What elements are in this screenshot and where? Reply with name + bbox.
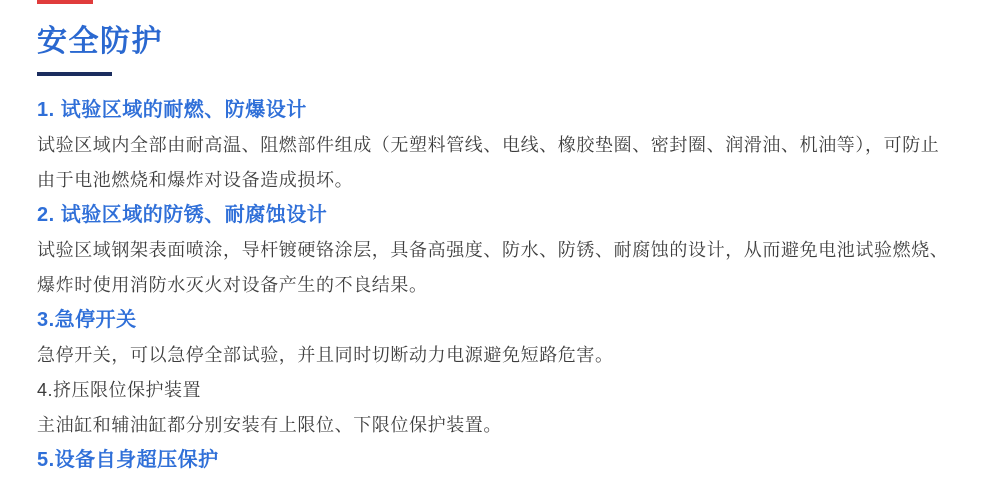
section-emergency-stop <box>37 303 960 373</box>
section-3-line-1: 急停开关，可以急停全部试验，并且同时切断动力电源避免短路危害。 <box>37 345 614 365</box>
title-underline <box>37 72 112 76</box>
section-2-heading: 2. 试验区域的防锈、耐腐蚀设计 <box>37 204 328 226</box>
section-anti-corrosion <box>37 198 960 303</box>
section-2-line-1: 试验区域钢架表面喷涂，导杆镀硬铬涂层，具备高强度、防水、防锈、耐腐蚀的设计，从而避免电池试验燃烧、 <box>37 240 949 260</box>
section-3-heading: 3.急停开关 <box>37 309 137 331</box>
sections-list <box>37 93 960 478</box>
section-1-heading: 1. 试验区域的耐燃、防爆设计 <box>37 99 307 121</box>
section-1-line-1: 试验区域内全部由耐高温、阻燃部件组成（无塑料管线、电线、橡胶垫圈、密封圈、润滑油、机油等），可防止 <box>37 135 940 155</box>
section-2-line-2: 爆炸时使用消防水灭火对设备产生的不良结果。 <box>37 275 428 295</box>
page-title: 安全防护 <box>37 25 163 58</box>
section-fire-protection <box>37 93 960 198</box>
top-red-accent-line <box>37 0 93 4</box>
section-4-heading: 4.挤压限位保护装置 <box>37 380 202 400</box>
section-1-line-2: 由于电池燃烧和爆炸对设备造成损坏。 <box>37 170 354 190</box>
section-4-line-1: 主油缸和辅油缸都分别安装有上限位、下限位保护装置。 <box>37 415 502 435</box>
section-5-heading: 5.设备自身超压保护 <box>37 449 219 471</box>
section-limit-protection <box>37 373 960 443</box>
